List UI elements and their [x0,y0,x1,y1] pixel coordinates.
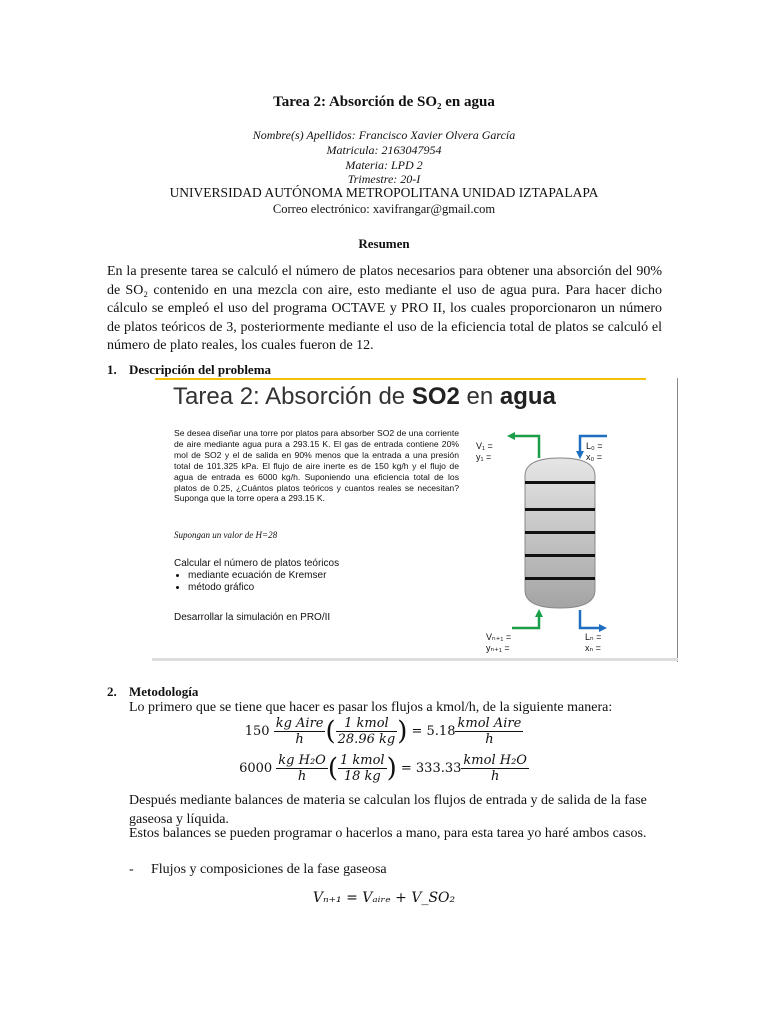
equation-air-flow: 150 $\frac{\text{kg Aire}}{h}$ ( $\frac{\text{1 kmol}}{28.96 kg}$ ) = 5.18 $\frac{\text{kmol Aire}}{h}$ [244,716,522,747]
section-1-number: 1. [107,362,117,377]
balance-text: Después mediante balances de materia se calculan los flujos de entrada y de salida de la fase gaseosa y líquida. [129,793,647,827]
tower-plate [525,577,595,580]
materia: Materia: LPD 2 [345,158,423,172]
document-title: Tarea 2: Absorción de SO₂ en agua [273,94,495,110]
figure-accent-line [155,378,646,380]
gas-inlet-arrowhead [535,609,543,617]
resumen-heading: Resumen [358,236,410,251]
gas-outlet-arrow [512,436,539,458]
section-2-heading [107,684,198,700]
resumen-text: En la presente tarea se calculó el número de platos necesarios para obtener una absorción del 90% de SO₂ contenido en una mezcla con aire, esto mediante el uso de agua pura. Para hacer dicho cálculo se empleó el uso del programa OCTAVE y PRO II, los cuales proporcionaron un número de platos teóricos de 3, posteriormente mediante el uso de la eficiencia total de platos se calculó el número de plato reales, los cuales fueron de 12. [107,264,662,354]
bullet-dash: - [129,862,134,877]
label-v1-y1: V₁ = y₁ = [476,441,493,462]
section-1-heading [107,362,271,378]
liquid-outlet-arrow [580,610,602,628]
gas-outlet-arrowhead [507,432,515,440]
methodology-intro: Lo primero que se tiene que hacer es pasar los flujos a kmol/h, de la siguiente manera: [129,700,613,715]
figure-calc-item: • mediante ecuación de Kremser [188,570,339,582]
figure-calc-title: Calcular el número de platos teóricos [174,558,340,569]
trimestre: Trimestre: 20-I [347,172,421,186]
gas-inlet-arrow [512,614,539,628]
label-vn1-yn1: Vₙ₊₁ = yₙ₊₁ = [486,632,512,653]
section-2-title: Metodología [129,684,199,699]
problem-figure [152,378,680,662]
section-1-title: Descripción del problema [129,362,272,377]
email: Correo electrónico: xavifrangar@gmail.com [272,202,496,216]
figure-calc-item: • método gráfico [188,582,339,594]
liquid-outlet-arrowhead [599,624,607,632]
tower-plate [525,508,595,511]
author-name: Nombre(s) Apellidos: Francisco Xavier Olvera García [252,128,516,142]
figure-bottom-border [152,658,678,661]
balance-text-2: Estos balances se pueden programar o hacerlos a mano, para esta tarea yo haré ambos casos. [129,826,647,841]
tower-plate [525,531,595,534]
figure-right-border [677,378,678,662]
figure-title: Tarea 2: Absorción de SO2 en agua [173,383,556,410]
bullet-gas-phase: Flujos y composiciones de la fase gaseosa [151,862,387,877]
label-ln-xn: Lₙ = xₙ = [585,632,602,653]
university: UNIVERSIDAD AUTÓNOMA METROPOLITANA UNIDAD IZTAPALAPA [169,185,599,200]
figure-calc-block [174,558,339,594]
tower-plate [525,481,595,484]
matricula: Matricula: 2163047954 [326,143,442,157]
liquid-inlet-arrowhead [576,451,584,459]
figure-simulation-text: Desarrollar la simulación en PRO/II [174,612,331,623]
tower-plate [525,554,595,557]
equation-water-flow: 6000 $\frac{\text{kg H₂O}}{h}$ ( $\frac{\text{1 kmol}}{18 kg}$ ) = 333.33 $\frac{\text{kmol H₂O}}{h}$ [239,753,527,784]
figure-h-value: Supongan un valor de H=28 [174,530,278,540]
section-2-number: 2. [107,684,117,699]
label-l0-x0: L₀ = x₀ = [586,441,603,462]
equation-gas-balance: Vₙ₊₁ = Vₐᵢᵣₑ + V_SO₂ [312,890,456,906]
figure-problem-text: Se desea diseñar una torre por platos para absorber SO2 de una corriente de aire mediante agua pura a 293.15 K. El gas de entrada contiene 20% mol de SO2 y el de salida en 90% menos que la entrada a una presión total de 101.325 kPa. El flujo de aire inerte es de 150 kg/h y el flujo de agua de entrada es 6000 kg/h. Suponiendo una eficiencia total de los platos de 0.25, ¿Cuántos platos teóricos y cuantos reales se necesitan? Suponga que la torre opera a 293.15 K. [174,428,459,504]
